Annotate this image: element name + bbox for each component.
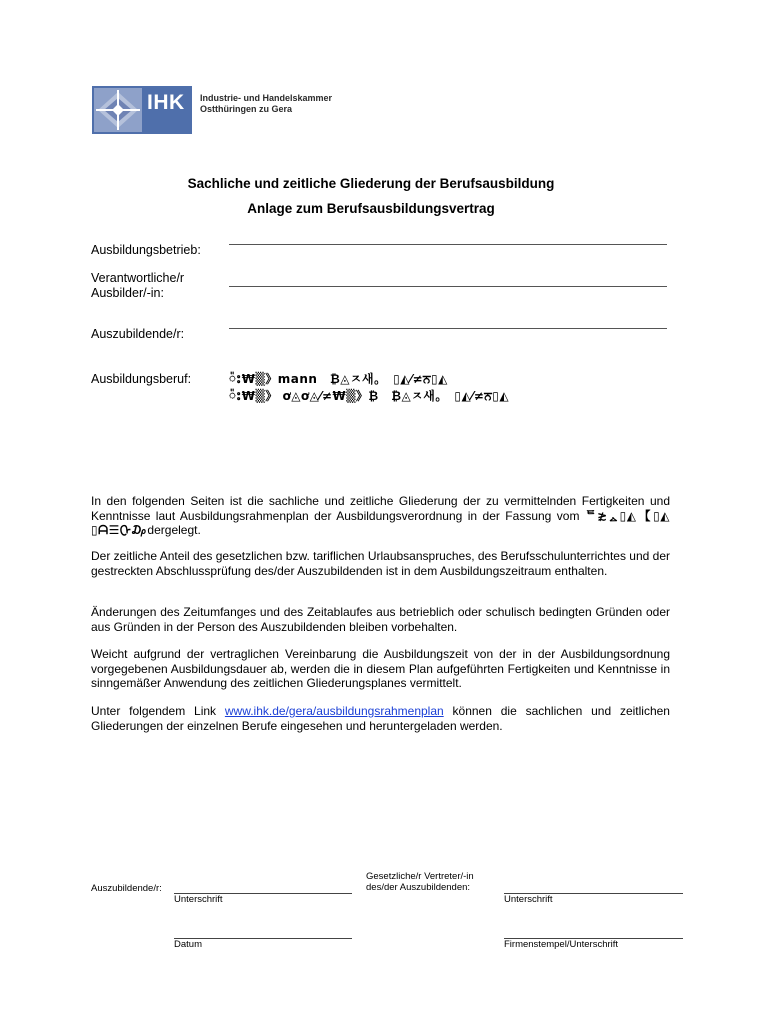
paragraph-fassung (91, 494, 683, 538)
ausbilder-label-line-2: Ausbilder/-in: (91, 286, 164, 300)
paragraph-fassung-tail: dergelegt. (147, 523, 201, 537)
sig-vertreter-label-line-1: Gesetzliche/r Vertreter/-in (366, 871, 474, 882)
datum-line[interactable] (174, 926, 352, 939)
beruf-value-line-2: ៉ះ₩▒》 ơ◬ơ◬⁄≠₩▒》₿ ₿◬ㅈ새。 ▯◭⁄≠ਨ▯◭ (229, 389, 510, 403)
ihk-logo-mark-icon (94, 88, 142, 132)
chamber-name-line-1: Industrie- und Handelskammer (200, 93, 333, 103)
betrieb-label: Ausbildungsbetrieb: (91, 243, 201, 257)
betrieb-field[interactable] (229, 244, 667, 245)
sig-azubi-line[interactable] (174, 881, 352, 894)
paragraph-ausbildungszeit: Weicht aufgrund der vertraglichen Vereinbarung die Ausbildungszeit von der in der Ausbildungsordnung vorgegebenen Ausbildungsdauer ab, werden die in diesem Plan aufgeführten Fertigkeiten und Kenntnisse in sinngemäßer Anwendung des zeitlichen Gliederungsplanes vermittelt. (91, 647, 670, 690)
paragraph-fassung-text: In den folgenden Seiten ist die sachliche und zeitliche Gliederung der zu vermittelnden Fertigkeiten und Kenntnisse laut Ausbildungsrahmenplan der Ausbildungsverordnung in der Fassung vom (91, 494, 670, 523)
sig-azubi-unterschrift: Unterschrift (174, 894, 223, 905)
document-subtitle: Anlage zum Berufsausbildungsvertrag (247, 201, 495, 216)
paragraph-link (91, 704, 670, 733)
sig-azubi-label: Auszubildende/r: (91, 883, 162, 894)
azubi-label: Auszubildende/r: (91, 327, 185, 341)
beruf-value-line-1: ៉ះ₩▒》mann ₿◬ㅈ새。 ▯◭⁄≠ਨ▯◭ (229, 372, 448, 386)
sig-vertreter-line[interactable] (504, 881, 683, 894)
link-outro-text: können die sachlichen und zeitlichen Gliederungen der einzelnen Berufe eingesehen und heruntergeladen werden. (91, 704, 670, 733)
paragraph-urlaub: Der zeitliche Anteil des gesetzlichen bzw. tariflichen Urlaubsanspruches, des Berufsschulunterrichtes und der gestreckten Abschlussprüfung des/der Auszubildenden ist in dem Ausbildungszeitraum enthalten. (91, 549, 670, 578)
sig-vertreter-unterschrift: Unterschrift (504, 894, 553, 905)
fassung-date-garbled: ᄐ≵ᇫ▯◭【▯◭ ▯ᗩ☰ᢕ₯ (91, 508, 683, 537)
datum-label: Datum (174, 939, 202, 950)
paragraph-aenderungen: Änderungen des Zeitumfanges und des Zeitablaufes aus betrieblich oder schulisch bedingten Gründen oder aus Gründen in der Person des Auszubildenden bleiben vorbehalten. (91, 605, 670, 634)
sig-vertreter-label-line-2: des/der Auszubildenden: (366, 882, 471, 893)
chamber-name-line-2: Ostthüringen zu Gera (200, 104, 293, 114)
ausbildungsrahmenplan-link[interactable]: www.ihk.de/gera/ausbildungsrahmenplan (224, 704, 444, 718)
firmenstempel-line[interactable] (504, 926, 683, 939)
azubi-field[interactable] (229, 328, 667, 329)
document-title: Sachliche und zeitliche Gliederung der Berufsausbildung (187, 176, 555, 191)
link-intro-text: Unter folgendem Link (91, 704, 217, 718)
logo-abbreviation: IHK (147, 91, 185, 114)
ausbilder-label-line-1: Verantwortliche/r (91, 271, 185, 285)
firmenstempel-label: Firmenstempel/Unterschrift (504, 939, 619, 950)
ausbilder-field[interactable] (229, 286, 667, 287)
beruf-label: Ausbildungsberuf: (91, 372, 192, 386)
